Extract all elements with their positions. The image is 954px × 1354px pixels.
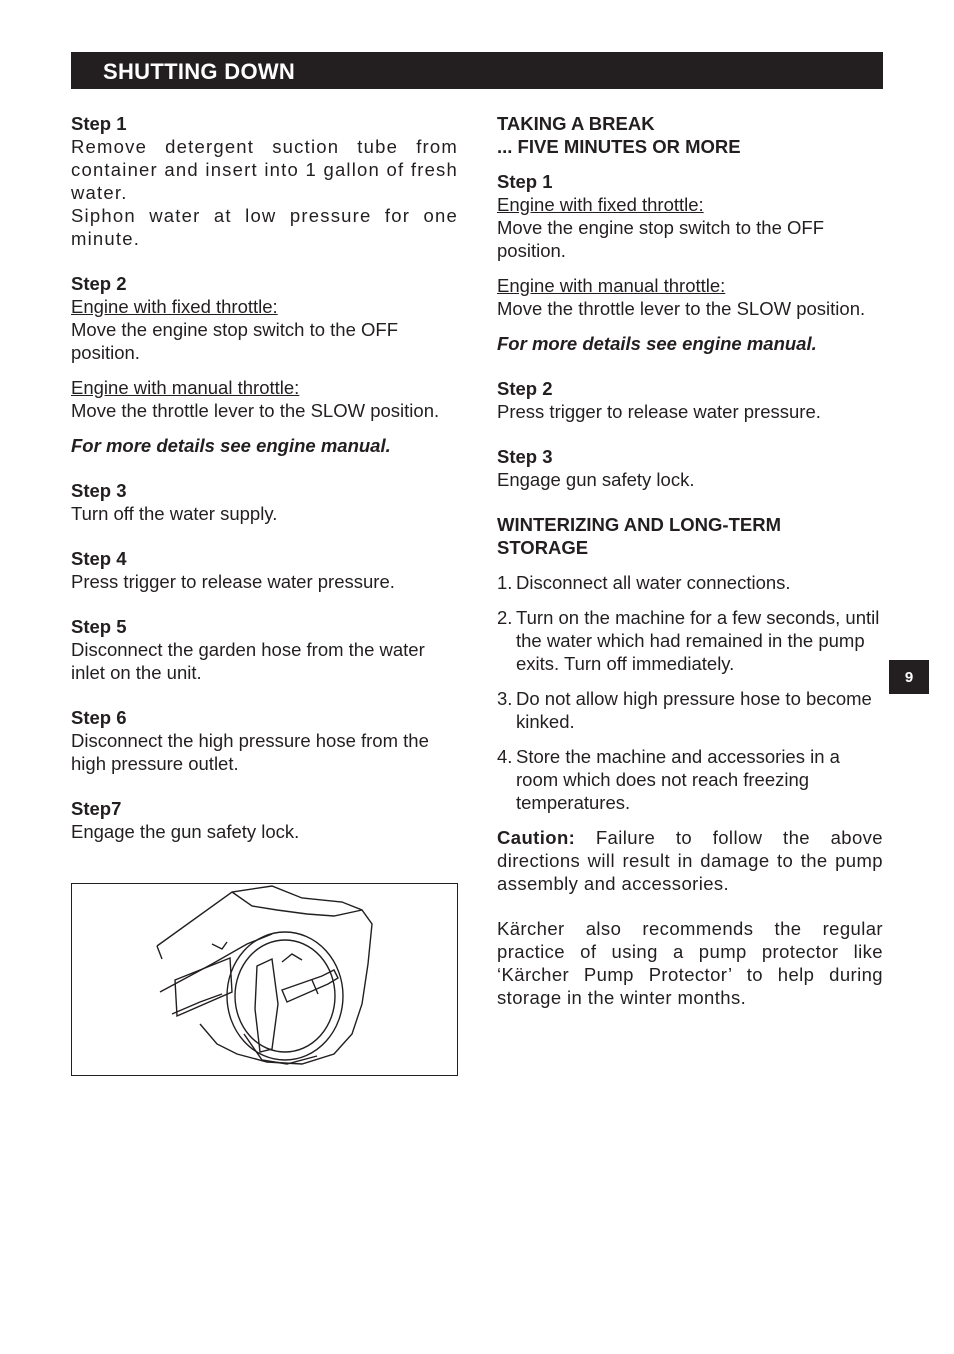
left-step-3 [71, 479, 458, 525]
list-text: Do not allow high pressure hose to become kinked. [516, 688, 872, 732]
left-step-4 [71, 547, 458, 593]
caution-paragraph [497, 826, 883, 895]
caution-label: Caution: [497, 827, 576, 848]
taking-a-break-heading [497, 112, 883, 158]
step-text: Remove detergent suction tube from container and insert into 1 gallon of fresh water. [71, 136, 458, 203]
recommendation-paragraph: Kärcher also recommends the regular practice of using a pump protector like ‘Kärcher Pump Protector’ to help during storage in the winter months. [497, 918, 883, 1008]
spray-gun-drawing [72, 884, 457, 1075]
step-text: Engage the gun safety lock. [71, 821, 300, 842]
fixed-throttle-title: Engine with fixed throttle: [71, 296, 278, 317]
list-item [497, 687, 883, 733]
step-text: Press trigger to release water pressure. [497, 401, 821, 422]
list-text: Turn on the machine for a few seconds, until the water which had remained in the pump exits. Turn off immediately. [516, 607, 880, 674]
section-title: SHUTTING DOWN [103, 59, 296, 84]
step-label: Step 3 [497, 446, 553, 467]
left-step-7 [71, 797, 458, 843]
left-column [71, 112, 458, 843]
step-label: Step 2 [497, 378, 553, 399]
step-text: Disconnect the garden hose from the water inlet on the unit. [71, 639, 425, 683]
right-step-3 [497, 445, 883, 491]
list-number: 3. [497, 688, 513, 709]
heading-line: ... FIVE MINUTES OR MORE [497, 136, 741, 157]
section-header-bar [71, 52, 883, 89]
list-item [497, 745, 883, 814]
step-text: Disconnect the high pressure hose from the high pressure outlet. [71, 730, 429, 774]
manual-throttle-title: Engine with manual throttle: [71, 377, 300, 398]
engine-manual-note: For more details see engine manual. [497, 333, 817, 354]
list-number: 2. [497, 607, 513, 628]
gun-safety-lock-illustration [71, 883, 458, 1076]
fixed-throttle-text: Move the engine stop switch to the OFF position. [497, 217, 824, 261]
heading-line: STORAGE [497, 537, 589, 558]
fixed-throttle-text: Move the engine stop switch to the OFF position. [71, 319, 398, 363]
list-text: Disconnect all water connections. [516, 572, 791, 593]
manual-throttle-text: Move the throttle lever to the SLOW position. [71, 400, 440, 421]
manual-throttle-title: Engine with manual throttle: [497, 275, 726, 296]
left-step-1 [71, 112, 458, 250]
step-label: Step 6 [71, 707, 127, 728]
right-column [497, 112, 883, 1009]
step-label: Step 2 [71, 273, 127, 294]
step-text: Siphon water at low pressure for one minute. [71, 205, 458, 249]
right-step-2 [497, 377, 883, 423]
heading-line: TAKING A BREAK [497, 113, 655, 134]
list-number: 1. [497, 572, 513, 593]
engine-manual-note: For more details see engine manual. [71, 435, 391, 456]
list-number: 4. [497, 746, 513, 767]
step-text: Turn off the water supply. [71, 503, 278, 524]
winterizing-heading [497, 513, 883, 559]
left-step-5 [71, 615, 458, 684]
step-text: Engage gun safety lock. [497, 469, 695, 490]
heading-line: WINTERIZING AND LONG-TERM [497, 514, 781, 535]
step-label: Step 1 [71, 113, 127, 134]
step-label: Step7 [71, 798, 122, 819]
step-label: Step 5 [71, 616, 127, 637]
left-step-2 [71, 272, 458, 457]
page-number-tab: 9 [889, 660, 929, 694]
step-label: Step 3 [71, 480, 127, 501]
list-text: Store the machine and accessories in a room which does not reach freezing temperatures. [516, 746, 840, 813]
left-step-6 [71, 706, 458, 775]
winterizing-list [497, 571, 883, 814]
step-text: Press trigger to release water pressure. [71, 571, 395, 592]
step-label: Step 1 [497, 171, 553, 192]
list-item [497, 606, 883, 675]
list-item [497, 571, 883, 594]
caution-text: Failure to follow the above directions will result in damage to the pump assembly and accessories. [497, 827, 883, 894]
fixed-throttle-title: Engine with fixed throttle: [497, 194, 704, 215]
right-step-1 [497, 170, 883, 355]
step-label: Step 4 [71, 548, 127, 569]
manual-throttle-text: Move the throttle lever to the SLOW position. [497, 298, 866, 319]
